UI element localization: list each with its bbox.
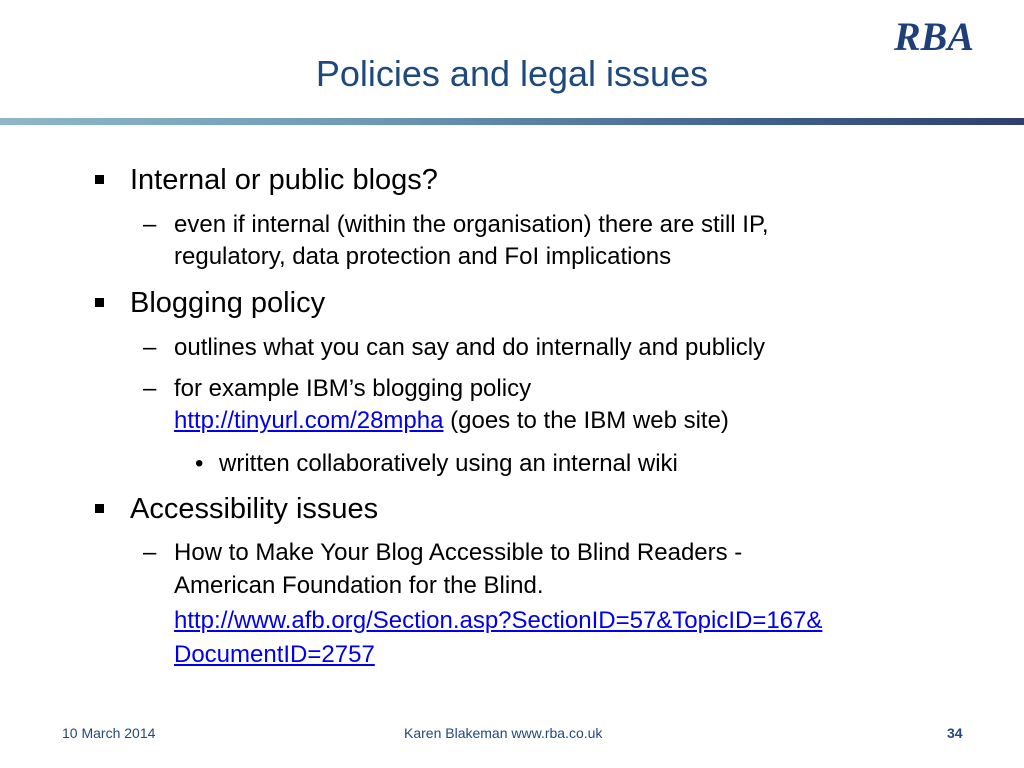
bullet-internal-or-public: Internal or public blogs?	[130, 164, 438, 196]
footer-author: Karen Blakeman www.rba.co.uk	[404, 725, 603, 741]
sub-bullet-ibm-line2	[174, 406, 729, 436]
square-bullet-icon	[95, 298, 104, 307]
dash-bullet-icon: –	[143, 375, 157, 402]
sub-bullet-blind-line1: How to Make Your Blog Accessible to Blind Readers -	[174, 539, 743, 566]
dot-bullet-icon: •	[195, 450, 204, 477]
bullet-accessibility: Accessibility issues	[130, 493, 379, 525]
page-number: 34	[947, 725, 963, 741]
sub-bullet-blind-line2: American Foundation for the Blind.	[174, 572, 544, 599]
bullet-blogging-policy: Blogging policy	[130, 287, 326, 319]
dash-bullet-icon: –	[143, 211, 157, 238]
ibm-policy-link[interactable]: http://tinyurl.com/28mpha	[174, 407, 444, 434]
sub-sub-bullet-wiki: written collaboratively using an internal wiki	[219, 450, 678, 477]
sub-bullet-outlines: outlines what you can say and do internally and publicly	[174, 334, 766, 361]
title-divider	[0, 118, 1024, 125]
dash-bullet-icon: –	[143, 539, 157, 566]
afb-link-line2[interactable]: DocumentID=2757	[174, 641, 375, 668]
square-bullet-icon	[95, 504, 104, 513]
dash-bullet-icon: –	[143, 334, 157, 361]
footer-date: 10 March 2014	[62, 725, 156, 741]
rba-logo-text: RBA	[894, 14, 975, 59]
slide-title: Policies and legal issues	[315, 53, 709, 94]
afb-link-line1[interactable]: http://www.afb.org/Section.asp?SectionID=57&TopicID=167&	[174, 607, 823, 634]
afb-link-line1-wrap	[174, 606, 822, 636]
sub-bullet-ip-line2: regulatory, data protection and FoI implications	[174, 243, 672, 270]
ibm-link-note: (goes to the IBM web site)	[443, 407, 729, 434]
sub-bullet-ip-line1: even if internal (within the organisation) there are still IP,	[174, 211, 769, 238]
square-bullet-icon	[95, 175, 104, 184]
afb-link-line2-wrap	[174, 640, 375, 670]
sub-bullet-ibm-line1: for example IBM’s blogging policy	[174, 375, 532, 402]
